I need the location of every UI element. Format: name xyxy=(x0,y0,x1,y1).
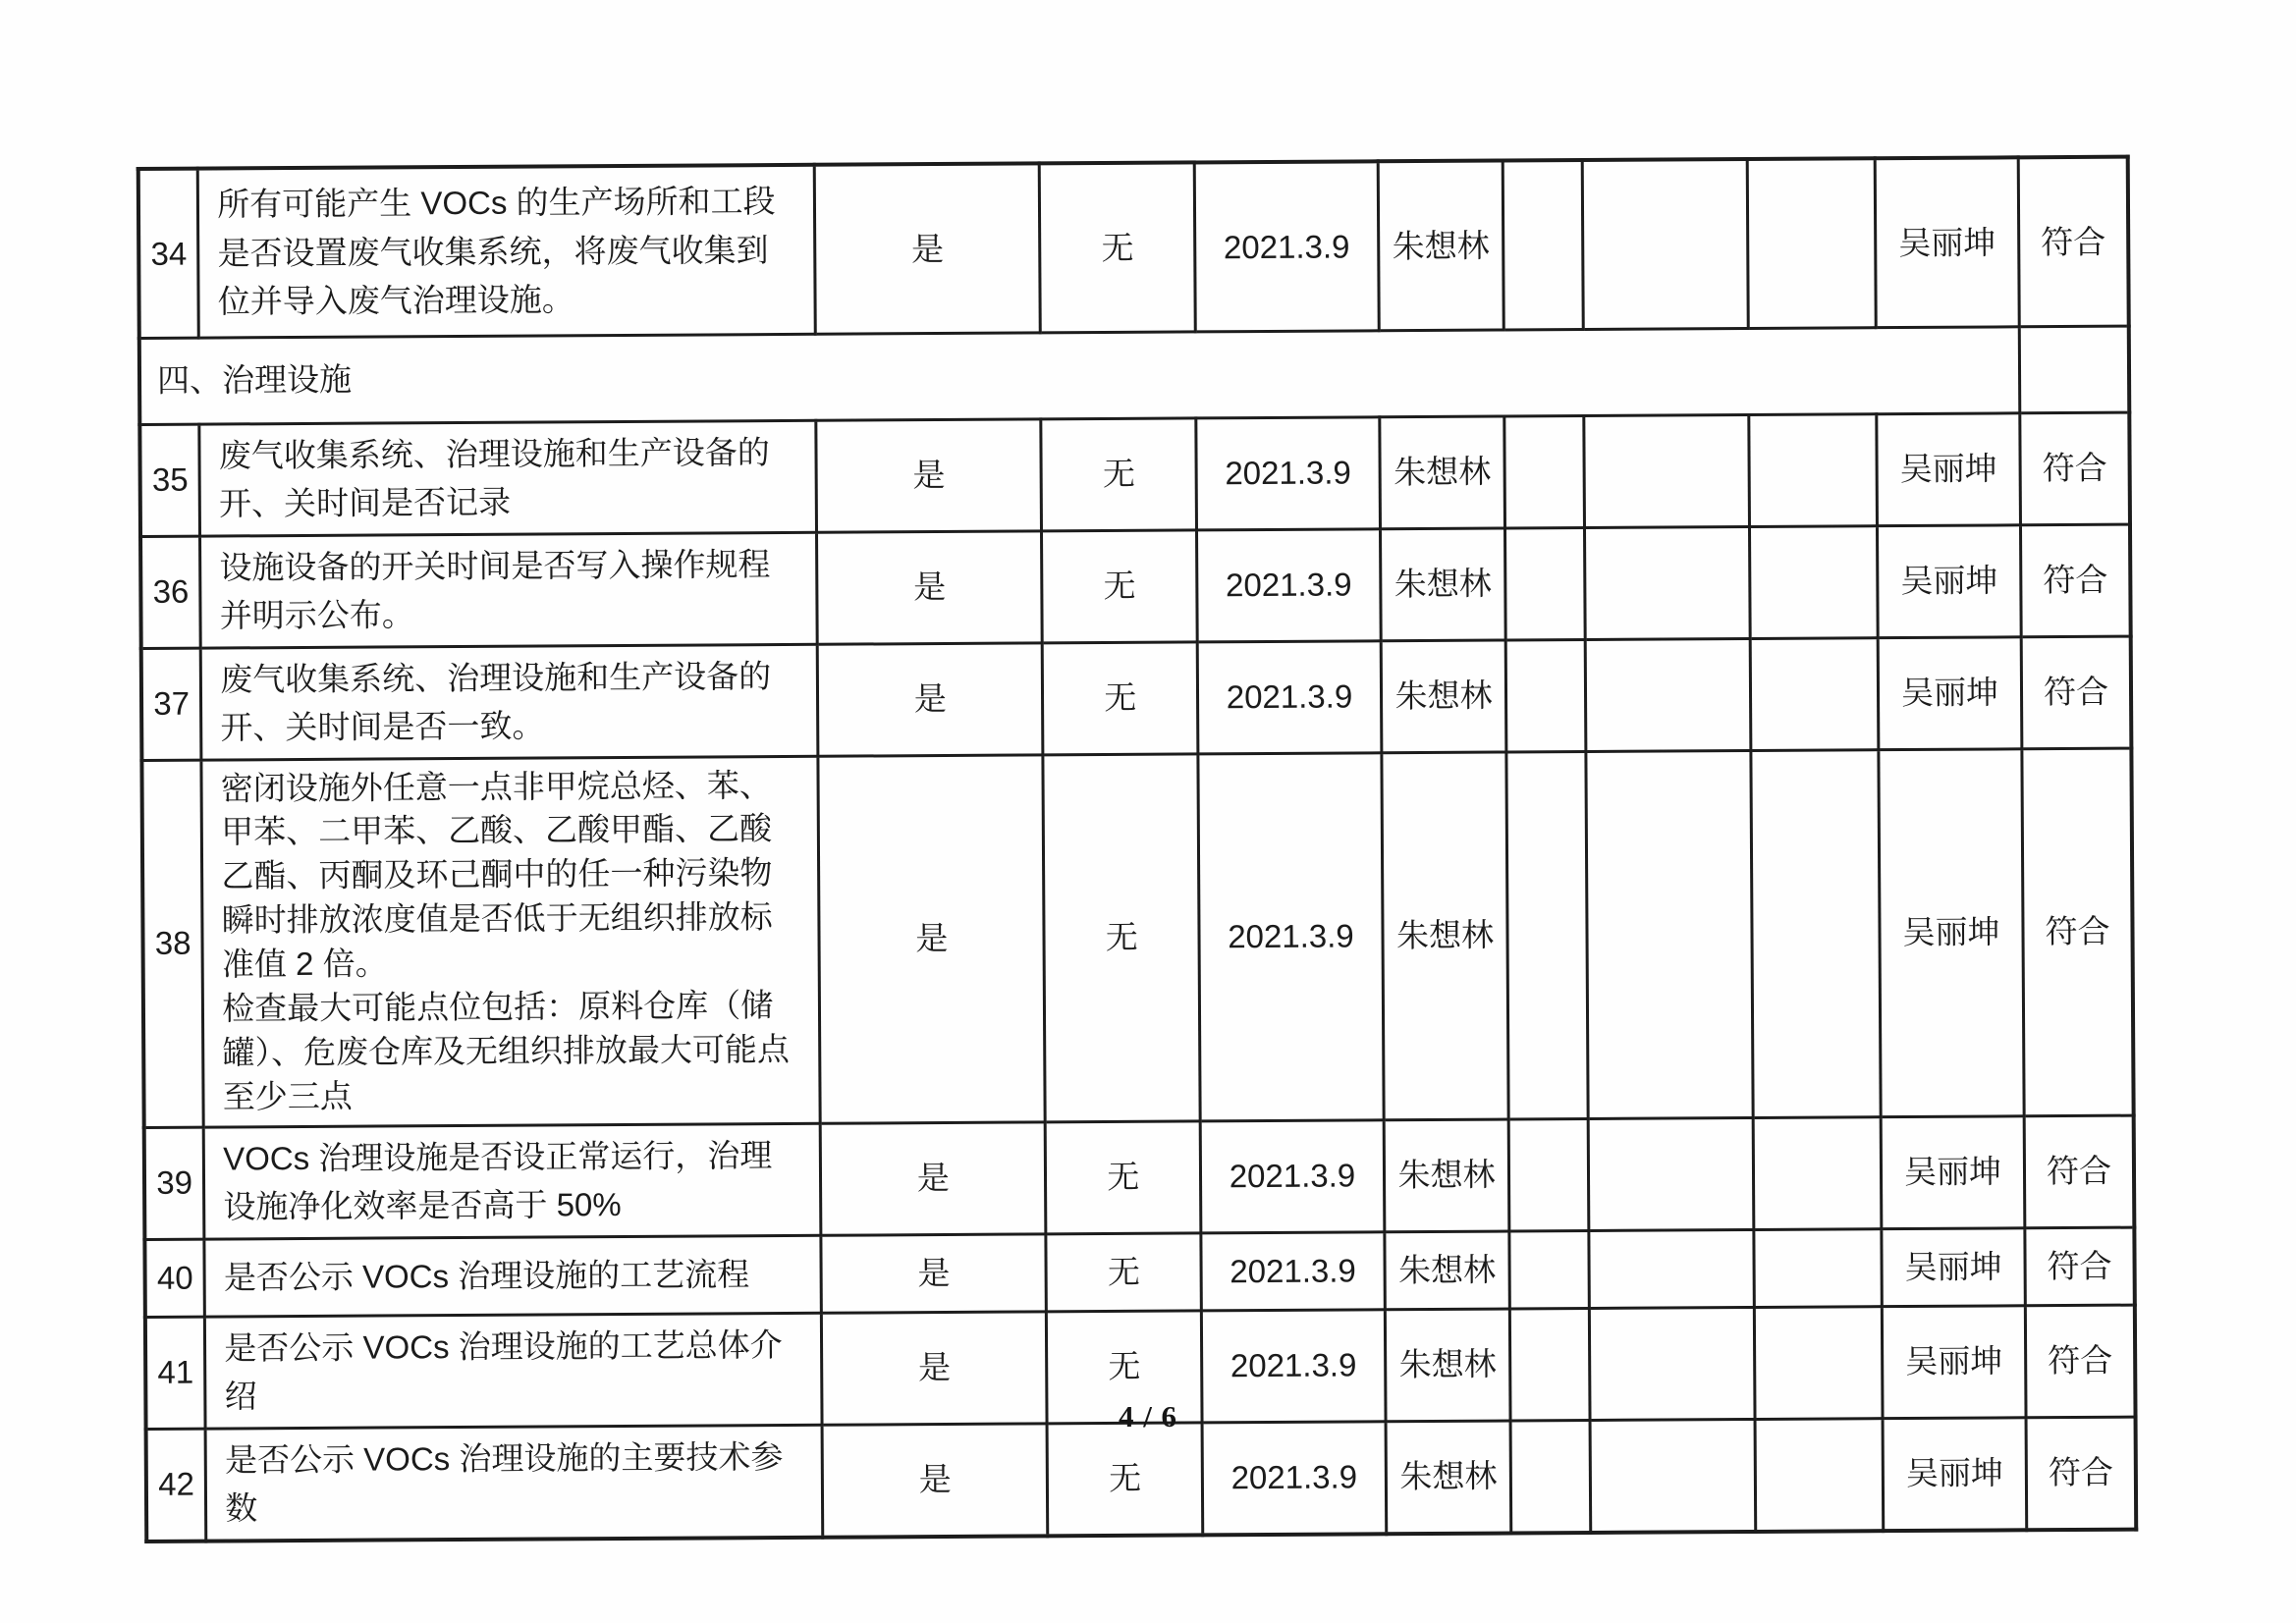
problems-cell: 无 xyxy=(1046,1232,1201,1311)
conclusion-cell: 符合 xyxy=(2018,157,2129,327)
conclusion-cell: 符合 xyxy=(2026,1417,2136,1530)
empty-cell xyxy=(1749,413,1877,526)
date-cell: 2021.3.9 xyxy=(1197,528,1381,641)
inspected-cell: 是 xyxy=(821,1233,1046,1312)
inspector-cell: 朱想林 xyxy=(1386,1420,1511,1533)
empty-cell xyxy=(1750,525,1878,638)
inspector-cell: 朱想林 xyxy=(1378,161,1504,331)
reviewer-cell: 吴丽坤 xyxy=(1878,636,2022,749)
inspected-cell: 是 xyxy=(818,754,1045,1122)
inspector-cell: 朱想林 xyxy=(1379,416,1504,529)
item-cell: 是否公示 VOCs 治理设施的工艺流程 xyxy=(204,1235,822,1317)
inspector-cell: 朱想林 xyxy=(1384,1118,1509,1231)
empty-cell xyxy=(1586,750,1753,1118)
row-number-cell: 36 xyxy=(140,536,200,648)
date-cell: 2021.3.9 xyxy=(1196,416,1380,529)
empty-cell xyxy=(1589,1229,1755,1308)
empty-cell xyxy=(1754,1116,1882,1229)
problems-cell: 无 xyxy=(1042,641,1198,754)
table-row-36 xyxy=(140,524,2131,648)
problems-cell: 无 xyxy=(1047,1310,1203,1423)
reviewer-cell: 吴丽坤 xyxy=(1881,1115,2025,1228)
table-row-37 xyxy=(141,636,2132,760)
empty-cell xyxy=(1756,1418,1884,1531)
empty-cell xyxy=(1583,159,1749,329)
table-row-42 xyxy=(146,1417,2137,1542)
reviewer-cell: 吴丽坤 xyxy=(1882,1227,2025,1306)
conclusion-cell: 符合 xyxy=(2021,636,2131,749)
date-cell: 2021.3.9 xyxy=(1202,1309,1386,1422)
item-cell: 废气收集系统、治理设施和生产设备的开、关时间是否一致。 xyxy=(200,644,818,760)
row-number-cell: 42 xyxy=(146,1429,206,1542)
conclusion-cell: 符合 xyxy=(2025,1305,2135,1418)
inspector-cell: 朱想林 xyxy=(1385,1230,1510,1309)
row-number-cell: 34 xyxy=(138,169,199,338)
page-number: 4 / 6 xyxy=(1118,1399,1178,1434)
problems-cell: 无 xyxy=(1043,753,1200,1121)
empty-cell xyxy=(1504,415,1585,527)
empty-cell xyxy=(1586,638,1752,751)
empty-cell xyxy=(1508,1118,1589,1230)
conclusion-cell: 符合 xyxy=(2022,748,2134,1116)
item-cell: 废气收集系统、治理设施和生产设备的开、关时间是否记录 xyxy=(199,420,817,536)
empty-cell xyxy=(2019,326,2129,413)
table-row-39 xyxy=(144,1115,2135,1239)
row-number-cell: 35 xyxy=(139,424,199,536)
date-cell: 2021.3.9 xyxy=(1194,161,1378,331)
inspection-checklist-table xyxy=(137,155,2139,1543)
conclusion-cell: 符合 xyxy=(2020,524,2130,637)
problems-cell: 无 xyxy=(1045,1120,1201,1233)
problems-cell: 无 xyxy=(1041,417,1197,530)
empty-cell xyxy=(1588,1117,1754,1230)
empty-cell xyxy=(1754,1228,1882,1307)
item-cell: VOCs 治理设施是否设正常运行，治理设施净化效率是否高于 50% xyxy=(203,1123,821,1239)
inspector-cell: 朱想林 xyxy=(1382,751,1509,1119)
table-row-34 xyxy=(138,157,2129,338)
item-cell: 所有可能产生 VOCs 的生产场所和工段是否设置废气收集系统，将废气收集到位并导入废气治理设施。 xyxy=(197,165,815,338)
section-row xyxy=(139,326,2129,424)
table-row-38 xyxy=(141,748,2133,1127)
inspected-cell: 是 xyxy=(822,1423,1048,1537)
table-row-35 xyxy=(139,412,2130,536)
inspection-table-wrapper xyxy=(137,155,2139,1543)
row-number-cell: 41 xyxy=(145,1317,205,1429)
inspector-cell: 朱想林 xyxy=(1385,1308,1510,1421)
reviewer-cell: 吴丽坤 xyxy=(1875,157,2019,327)
reviewer-cell: 吴丽坤 xyxy=(1879,748,2024,1116)
empty-cell xyxy=(1510,1420,1591,1533)
empty-cell xyxy=(1505,527,1586,639)
section-header-cell: 四、治理设施 xyxy=(139,326,2020,424)
reviewer-cell: 吴丽坤 xyxy=(1883,1417,2027,1530)
table-row-40 xyxy=(144,1227,2134,1317)
date-cell: 2021.3.9 xyxy=(1200,1119,1384,1232)
item-cell: 是否公示 VOCs 治理设施的工艺总体介绍 xyxy=(205,1313,823,1429)
reviewer-cell: 吴丽坤 xyxy=(1882,1305,2026,1418)
empty-cell xyxy=(1509,1230,1590,1308)
item-text: 密闭设施外任意一点非甲烷总烃、苯、甲苯、二甲苯、乙酸、乙酸甲酯、乙酸乙酯、丙酮及环己酮中的任一种污染物瞬时排放浓度值是否低于无组织排放标准值 2 倍。 xyxy=(220,766,773,983)
date-cell: 2021.3.9 xyxy=(1201,1231,1385,1310)
conclusion-cell: 符合 xyxy=(2024,1115,2134,1228)
empty-cell xyxy=(1503,160,1584,329)
inspected-cell: 是 xyxy=(821,1121,1047,1234)
item-cell: 是否公示 VOCs 治理设施的主要技术参数 xyxy=(205,1425,823,1541)
problems-cell: 无 xyxy=(1042,529,1198,642)
row-number-cell: 37 xyxy=(141,648,201,760)
row-number-cell: 38 xyxy=(141,760,203,1127)
inspected-cell: 是 xyxy=(815,163,1041,333)
date-cell: 2021.3.9 xyxy=(1197,640,1381,753)
empty-cell xyxy=(1751,749,1881,1117)
problems-cell: 无 xyxy=(1039,162,1195,332)
inspected-cell: 是 xyxy=(818,642,1044,755)
inspected-cell: 是 xyxy=(822,1311,1048,1424)
conclusion-cell: 符合 xyxy=(2025,1227,2135,1306)
inspected-cell: 是 xyxy=(817,530,1043,643)
reviewer-cell: 吴丽坤 xyxy=(1877,412,2021,525)
empty-cell xyxy=(1748,158,1877,328)
row-number-cell: 40 xyxy=(144,1239,204,1317)
inspected-cell: 是 xyxy=(816,418,1042,531)
item-cell xyxy=(201,756,820,1127)
empty-cell xyxy=(1590,1419,1756,1533)
reviewer-cell: 吴丽坤 xyxy=(1878,524,2022,637)
date-cell: 2021.3.9 xyxy=(1202,1421,1386,1535)
item-cell: 设施设备的开关时间是否写入操作规程并明示公布。 xyxy=(200,532,818,648)
empty-cell xyxy=(1505,639,1586,751)
empty-cell xyxy=(1751,637,1879,750)
item-note-text: 检查最大可能点位包括：原料仓库（储罐）、危废仓库及无组织排放最大可能点至少三点 xyxy=(222,986,791,1115)
row-number-cell: 39 xyxy=(144,1127,204,1239)
date-cell: 2021.3.9 xyxy=(1198,752,1384,1120)
inspector-cell: 朱想林 xyxy=(1381,640,1506,753)
conclusion-cell: 符合 xyxy=(2020,412,2130,525)
empty-cell xyxy=(1506,751,1588,1118)
empty-cell xyxy=(1584,414,1750,527)
empty-cell xyxy=(1585,526,1751,639)
inspector-cell: 朱想林 xyxy=(1380,528,1505,641)
problems-cell: 无 xyxy=(1047,1422,1203,1535)
